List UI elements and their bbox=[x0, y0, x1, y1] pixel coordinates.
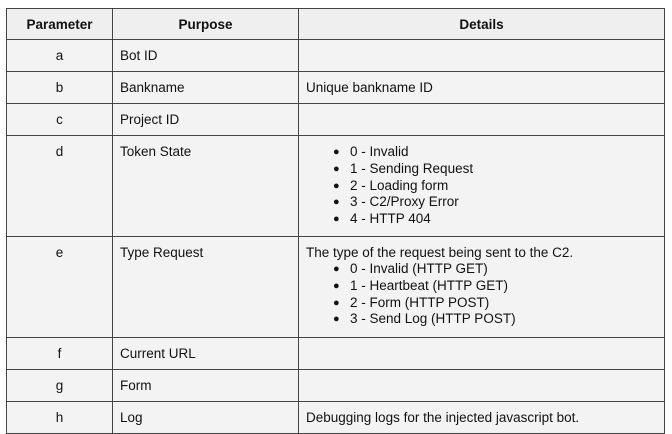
list-item: ● 3 - Send Log (HTTP POST) bbox=[306, 311, 658, 328]
table-row bbox=[7, 136, 665, 237]
purpose-cell: Project ID bbox=[113, 104, 299, 136]
token-state-list bbox=[306, 144, 658, 228]
details-text: The type of the request being sent to the C2. bbox=[306, 245, 574, 260]
list-item: ● 1 - Heartbeat (HTTP GET) bbox=[306, 278, 658, 295]
details-cell bbox=[299, 370, 665, 402]
purpose-cell: Form bbox=[113, 370, 299, 402]
parameter-cell: b bbox=[7, 72, 113, 104]
purpose-cell: Log bbox=[113, 402, 299, 434]
parameter-cell: g bbox=[7, 370, 113, 402]
header-details: Details bbox=[299, 9, 665, 40]
parameter-cell: d bbox=[7, 136, 113, 237]
table-row bbox=[7, 40, 665, 72]
table-row bbox=[7, 237, 665, 338]
list-item: ● 0 - Invalid (HTTP GET) bbox=[306, 261, 658, 278]
parameter-cell: c bbox=[7, 104, 113, 136]
table-header-row bbox=[7, 9, 665, 40]
parameter-cell: f bbox=[7, 338, 113, 370]
details-cell: Unique bankname ID bbox=[299, 72, 665, 104]
table-row bbox=[7, 104, 665, 136]
list-item: ● 3 - C2/Proxy Error bbox=[306, 194, 658, 211]
header-parameter: Parameter bbox=[7, 9, 113, 40]
parameter-cell: e bbox=[7, 237, 113, 338]
purpose-cell: Token State bbox=[113, 136, 299, 237]
table-row bbox=[7, 72, 665, 104]
parameter-cell: a bbox=[7, 40, 113, 72]
purpose-cell: Bankname bbox=[113, 72, 299, 104]
type-request-list bbox=[306, 261, 658, 328]
table-row bbox=[7, 402, 665, 434]
details-cell: Debugging logs for the injected javascript bot. bbox=[299, 402, 665, 434]
list-item: ● 2 - Loading form bbox=[306, 178, 658, 195]
details-cell bbox=[299, 136, 665, 237]
details-cell bbox=[299, 104, 665, 136]
purpose-cell: Type Request bbox=[113, 237, 299, 338]
purpose-cell: Current URL bbox=[113, 338, 299, 370]
details-cell bbox=[299, 237, 665, 338]
parameter-cell: h bbox=[7, 402, 113, 434]
list-item: ● 2 - Form (HTTP POST) bbox=[306, 295, 658, 312]
parameters-table bbox=[6, 8, 665, 434]
list-item: ● 4 - HTTP 404 bbox=[306, 211, 658, 228]
list-item: ● 0 - Invalid bbox=[306, 144, 658, 161]
details-cell bbox=[299, 40, 665, 72]
table-row bbox=[7, 338, 665, 370]
purpose-cell: Bot ID bbox=[113, 40, 299, 72]
details-cell bbox=[299, 338, 665, 370]
table-row bbox=[7, 370, 665, 402]
list-item: ● 1 - Sending Request bbox=[306, 161, 658, 178]
header-purpose: Purpose bbox=[113, 9, 299, 40]
